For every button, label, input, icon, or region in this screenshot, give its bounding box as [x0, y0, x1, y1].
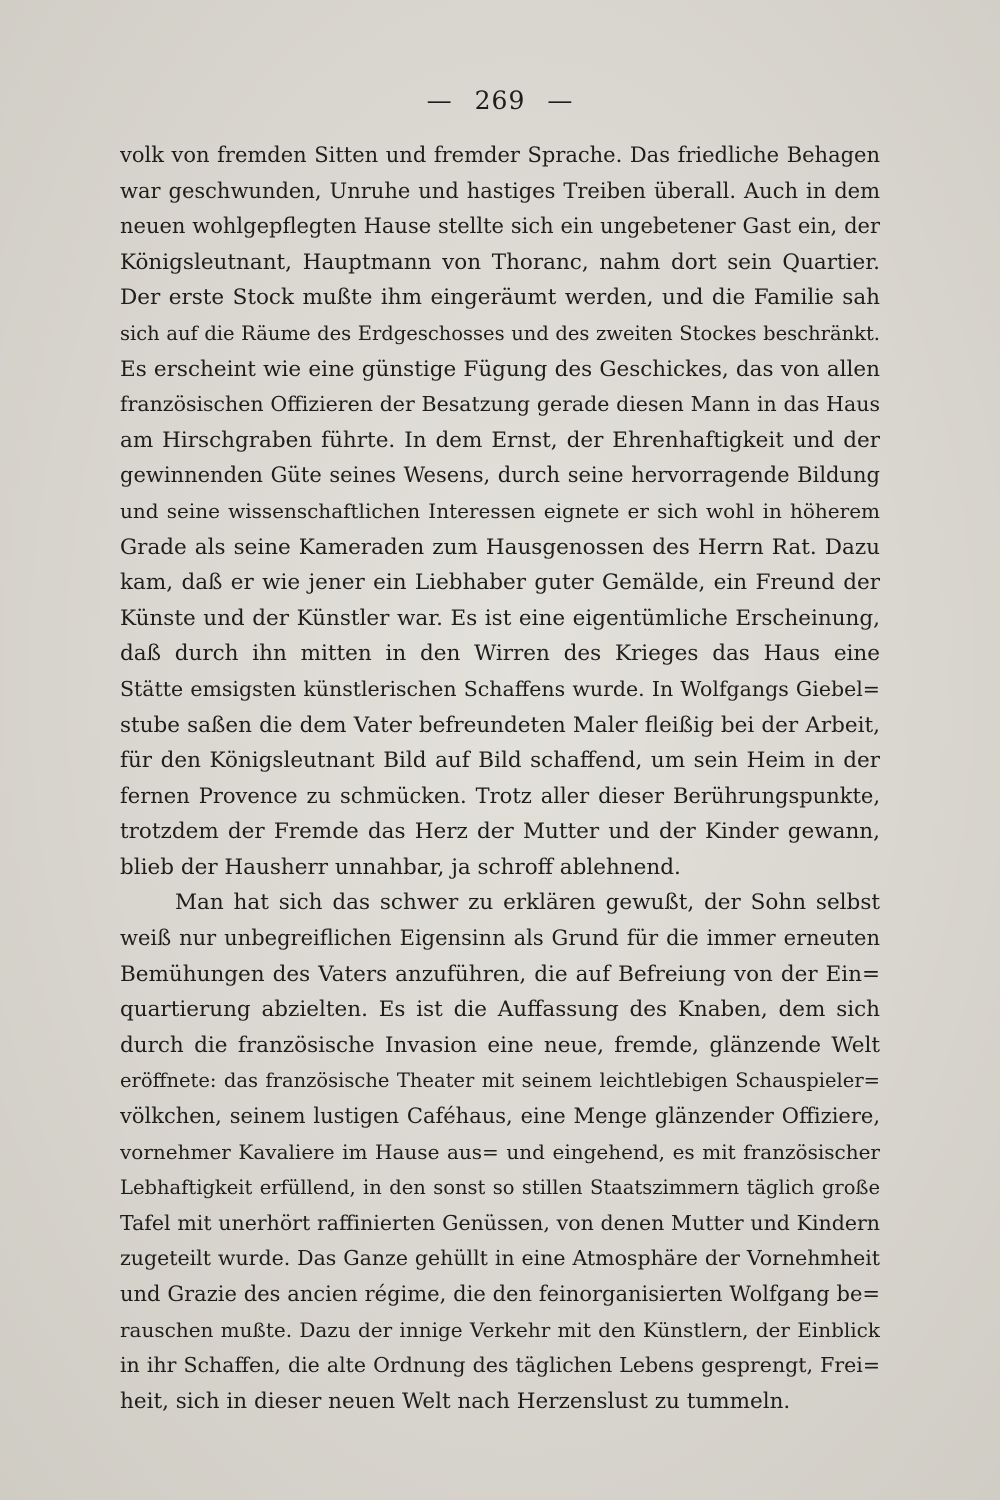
- text-line: kam, daß er wie jener ein Liebhaber guter Gemälde, ein Freund der: [120, 570, 880, 596]
- text-line: Künste und der Künstler war. Es ist eine eigentümliche Erscheinung,: [120, 605, 880, 631]
- text-line: vornehmer Kavaliere im Hause aus= und eingehend, es mit französischer: [120, 1139, 880, 1164]
- text-line: am Hirschgraben führte. In dem Ernst, der Ehrenhaftigkeit und der: [120, 427, 880, 453]
- text-line: volk von fremden Sitten und fremder Sprache. Das friedliche Behagen: [120, 143, 880, 167]
- text-line: gewinnenden Güte seines Wesens, durch seine hervorragende Bildung: [120, 463, 880, 488]
- text-line: Bemühungen des Vaters anzuführen, die auf Befreiung von der Ein=: [120, 961, 880, 987]
- text-line: und Grazie des ancien régime, die den feinorganisierten Wolfgang be=: [120, 1282, 880, 1306]
- text-line: Königsleutnant, Hauptmann von Thoranc, nahm dort sein Quartier.: [120, 249, 880, 275]
- text-line: heit, sich in dieser neuen Welt nach Herzenslust zu tummeln.: [120, 1388, 791, 1414]
- text-line: quartierung abzielten. Es ist die Auffassung des Knaben, dem sich: [120, 997, 880, 1023]
- body-text: [120, 138, 880, 1419]
- text-line: Stätte emsigsten künstlerischen Schaffens wurde. In Wolfgangs Giebel=: [120, 676, 880, 701]
- paragraph-1: [120, 138, 880, 885]
- text-line: und seine wissenschaftlichen Interessen eignete er sich wohl in höherem: [120, 498, 880, 523]
- text-line: sich auf die Räume des Erdgeschosses und des zweiten Stockes beschränkt.: [120, 321, 880, 345]
- text-line: in ihr Schaffen, die alte Ordnung des täglichen Lebens gesprengt, Frei=: [120, 1353, 880, 1378]
- text-line: weiß nur unbegreiflichen Eigensinn als Grund für die immer erneuten: [120, 926, 880, 951]
- text-line: trotzdem der Fremde das Herz der Mutter und der Kinder gewann,: [120, 819, 880, 845]
- text-line: Tafel mit unerhört raffinierten Genüssen, von denen Mutter und Kindern: [120, 1210, 880, 1235]
- text-line: Grade als seine Kameraden zum Hausgenossen des Herrn Rat. Dazu: [120, 534, 880, 560]
- text-line: rauschen mußte. Dazu der innige Verkehr mit den Künstlern, der Einblick: [120, 1317, 880, 1342]
- page-number: 269: [474, 86, 526, 115]
- text-line: fernen Provence zu schmücken. Trotz aller dieser Berührungspunkte,: [120, 783, 880, 808]
- text-line: französischen Offizieren der Besatzung gerade diesen Mann in das Haus: [120, 392, 880, 417]
- text-line: zugeteilt wurde. Das Ganze gehüllt in eine Atmosphäre der Vornehmheit: [120, 1246, 880, 1271]
- text-line: neuen wohlgepflegten Hause stellte sich ein ungebetener Gast ein, der: [120, 214, 880, 239]
- text-line: eröffnete: das französische Theater mit seinem leichtlebigen Schauspieler=: [120, 1069, 880, 1093]
- text-line: Der erste Stock mußte ihm eingeräumt werden, und die Familie sah: [120, 285, 880, 311]
- text-line: Lebhaftigkeit erfüllend, in den sonst so stillen Staatszimmern täglich große: [120, 1176, 880, 1200]
- page-number-header: [0, 86, 1000, 115]
- text-line: war geschwunden, Unruhe und hastiges Treiben überall. Auch in dem: [120, 178, 880, 203]
- page-number-dash-right: —: [547, 86, 574, 115]
- text-line: Man hat sich das schwer zu erklären gewußt, der Sohn selbst: [175, 890, 880, 916]
- text-line: blieb der Hausherr unnahbar, ja schroff ablehnend.: [120, 854, 681, 880]
- text-line: Es erscheint wie eine günstige Fügung des Geschickes, das von allen: [120, 356, 880, 382]
- text-line: für den Königsleutnant Bild auf Bild schaffend, um sein Heim in der: [120, 748, 880, 774]
- text-line: völkchen, seinem lustigen Caféhaus, eine Menge glänzender Offiziere,: [120, 1104, 880, 1129]
- paragraph-2: [120, 885, 880, 1419]
- text-line: daß durch ihn mitten in den Wirren des Krieges das Haus eine: [120, 641, 880, 667]
- page-number-dash-left: —: [426, 86, 453, 115]
- text-line: stube saßen die dem Vater befreundeten Maler fleißig bei der Arbeit,: [120, 712, 880, 738]
- text-line: durch die französische Invasion eine neue, fremde, glänzende Welt: [120, 1032, 880, 1058]
